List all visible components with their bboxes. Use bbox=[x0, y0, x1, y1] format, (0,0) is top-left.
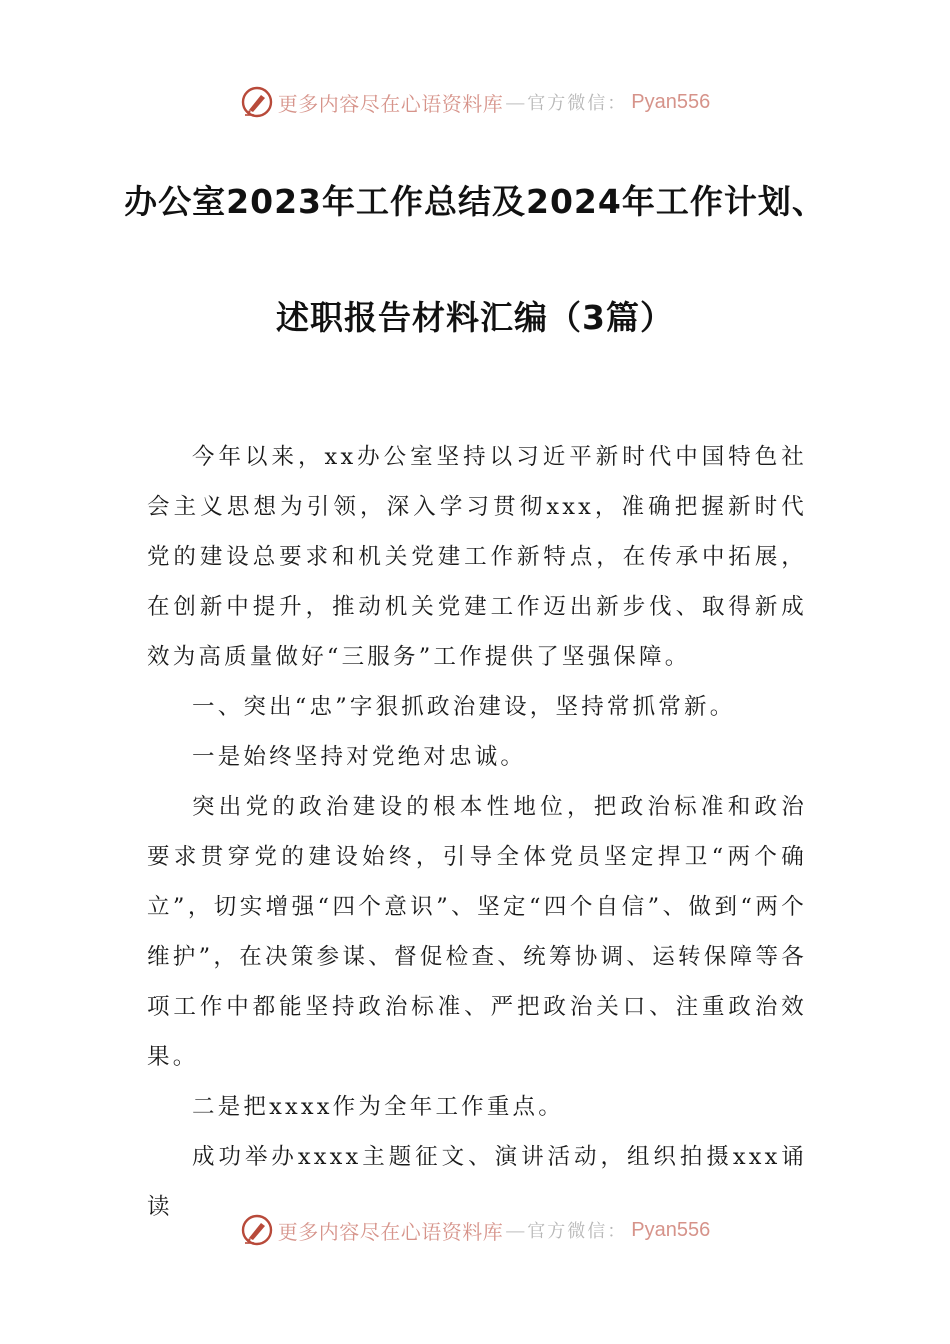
paragraph-body: 成功举办xxxx主题征文、演讲活动，组织拍摄xxx诵读 bbox=[147, 1144, 807, 1220]
watermark-account: Pyan556 bbox=[631, 90, 711, 113]
section-heading: 一、突出“忠”字狠抓政治建设，坚持常抓常新。 bbox=[192, 694, 736, 720]
watermark-label: 官方微信： bbox=[527, 1221, 628, 1242]
paragraph-body: 突出党的政治建设的根本性地位，把政治标准和政治要求贯穿党的建设始终，引导全体党员坚定捍卫“两个确立”，切实增强“四个意识”、坚定“四个自信”、做到“两个维护”，在决策参谋、督促检查、统筹协调、运转保障等各项工作中都能坚持政治标准、严把政治关口、注重政治效果。 bbox=[147, 794, 807, 1070]
watermark-separator: — bbox=[505, 90, 526, 114]
pen-nib-logo-icon bbox=[240, 85, 274, 119]
watermark-account: Pyan556 bbox=[631, 1218, 711, 1241]
watermark-label: 官方微信： bbox=[527, 93, 628, 114]
subsection-heading: 二是把xxxx作为全年工作重点。 bbox=[192, 1094, 564, 1120]
document-title-line1: 办公室2023年工作总结及2024年工作计划、 bbox=[124, 182, 826, 221]
watermark-site-text: 更多内容尽在心语资料库 bbox=[277, 91, 504, 116]
watermark-site-text: 更多内容尽在心语资料库 bbox=[277, 1219, 504, 1244]
pen-nib-logo-icon bbox=[240, 1213, 274, 1247]
subsection-heading: 一是始终坚持对党绝对忠诚。 bbox=[192, 744, 527, 770]
footer-watermark bbox=[0, 1210, 950, 1250]
header-watermark bbox=[0, 82, 950, 122]
watermark-separator: — bbox=[505, 1218, 526, 1242]
paragraph-intro: 今年以来，xx办公室坚持以习近平新时代中国特色社会主义思想为引领，深入学习贯彻xxx，准确把握新时代党的建设总要求和机关党建工作新特点，在传承中拓展，在创新中提升，推动机关党建工作迈出新步伐、取得新成效为高质量做好“三服务”工作提供了坚强保障。 bbox=[147, 444, 807, 670]
document-title-line2: 述职报告材料汇编（3篇） bbox=[276, 298, 674, 337]
document-body bbox=[147, 432, 807, 1232]
